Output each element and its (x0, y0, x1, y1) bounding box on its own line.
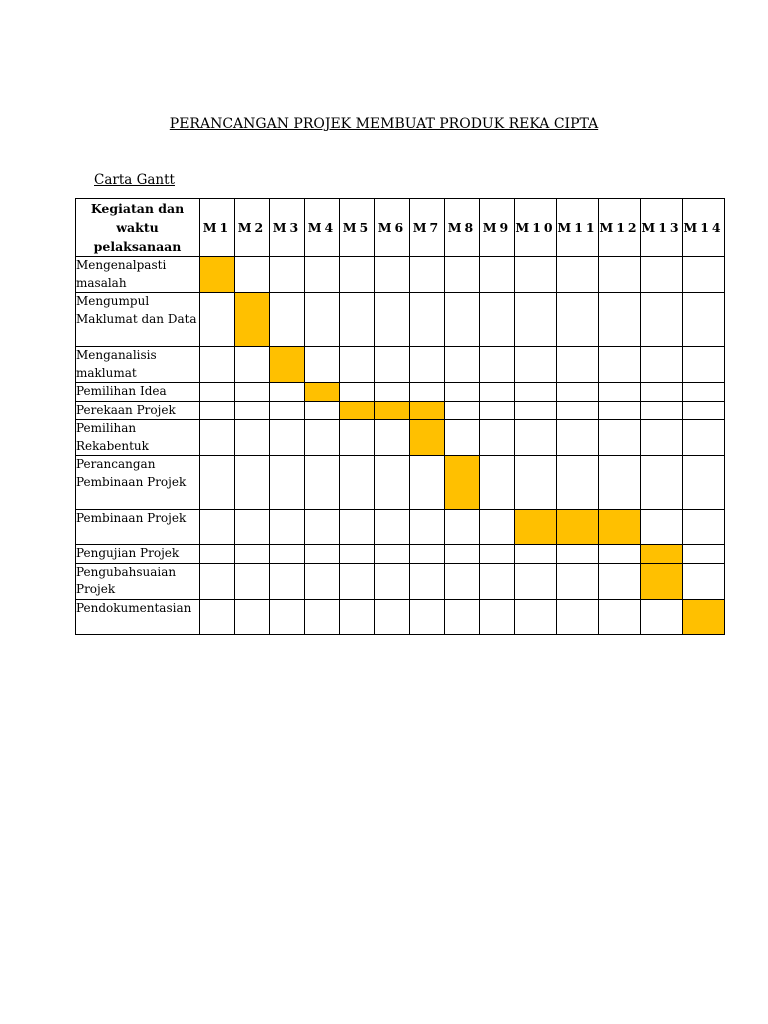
gantt-cell (305, 420, 340, 456)
gantt-cell (410, 456, 445, 510)
gantt-cell (557, 420, 599, 456)
gantt-cell (683, 420, 725, 456)
month-header: M8 (445, 199, 480, 257)
gantt-active-cell (410, 420, 445, 456)
gantt-cell (270, 456, 305, 510)
month-header: M7 (410, 199, 445, 257)
gantt-cell (480, 257, 515, 293)
gantt-cell (270, 563, 305, 599)
gantt-cell (410, 563, 445, 599)
gantt-cell (200, 401, 235, 420)
gantt-cell (375, 383, 410, 402)
gantt-cell (557, 456, 599, 510)
task-name-cell: Pengubahsuaian Projek (76, 563, 200, 599)
gantt-active-cell (557, 510, 599, 545)
gantt-active-cell (375, 401, 410, 420)
gantt-cell (200, 545, 235, 564)
gantt-cell (480, 599, 515, 634)
gantt-cell (641, 293, 683, 347)
task-name-cell: Menganalisis maklumat (76, 347, 200, 383)
gantt-cell (340, 293, 375, 347)
gantt-cell (599, 599, 641, 634)
table-row (76, 293, 725, 347)
month-header: M3 (270, 199, 305, 257)
gantt-cell (270, 293, 305, 347)
gantt-cell (340, 599, 375, 634)
gantt-cell (515, 456, 557, 510)
gantt-cell (305, 563, 340, 599)
gantt-cell (445, 420, 480, 456)
gantt-active-cell (410, 401, 445, 420)
table-row (76, 456, 725, 510)
gantt-cell (557, 347, 599, 383)
gantt-cell (445, 293, 480, 347)
table-row (76, 510, 725, 545)
task-column-header: Kegiatan dan waktu pelaksanaan (76, 199, 200, 257)
gantt-cell (641, 510, 683, 545)
gantt-cell (557, 257, 599, 293)
gantt-cell (375, 420, 410, 456)
gantt-active-cell (235, 293, 270, 347)
gantt-cell (235, 510, 270, 545)
gantt-cell (305, 347, 340, 383)
gantt-cell (480, 456, 515, 510)
gantt-cell (305, 293, 340, 347)
gantt-cell (235, 599, 270, 634)
gantt-cell (375, 456, 410, 510)
gantt-cell (410, 599, 445, 634)
gantt-cell (480, 563, 515, 599)
gantt-cell (235, 456, 270, 510)
gantt-cell (200, 347, 235, 383)
gantt-cell (235, 347, 270, 383)
gantt-cell (599, 383, 641, 402)
gantt-cell (305, 599, 340, 634)
gantt-cell (480, 383, 515, 402)
gantt-cell (641, 347, 683, 383)
month-header: M10 (515, 199, 557, 257)
gantt-active-cell (340, 401, 375, 420)
gantt-cell (235, 383, 270, 402)
gantt-cell (375, 510, 410, 545)
task-name-cell: Pembinaan Projek (76, 510, 200, 545)
gantt-cell (270, 401, 305, 420)
gantt-cell (270, 510, 305, 545)
gantt-cell (641, 401, 683, 420)
gantt-body (76, 257, 725, 635)
gantt-active-cell (515, 510, 557, 545)
gantt-cell (599, 545, 641, 564)
gantt-cell (480, 510, 515, 545)
gantt-cell (235, 420, 270, 456)
gantt-cell (515, 257, 557, 293)
gantt-cell (410, 383, 445, 402)
gantt-cell (480, 347, 515, 383)
task-name-cell: Pemilihan Rekabentuk (76, 420, 200, 456)
month-header: M9 (480, 199, 515, 257)
gantt-active-cell (641, 563, 683, 599)
gantt-cell (410, 293, 445, 347)
gantt-cell (375, 563, 410, 599)
gantt-cell (515, 599, 557, 634)
gantt-cell (683, 257, 725, 293)
gantt-cell (683, 510, 725, 545)
gantt-cell (305, 257, 340, 293)
gantt-cell (599, 293, 641, 347)
table-row (76, 401, 725, 420)
gantt-cell (599, 257, 641, 293)
gantt-cell (557, 545, 599, 564)
month-header: M1 (200, 199, 235, 257)
task-name-cell: Mengenalpasti masalah (76, 257, 200, 293)
gantt-cell (235, 563, 270, 599)
section-title: Carta Gantt (94, 172, 175, 188)
gantt-cell (445, 383, 480, 402)
gantt-cell (515, 545, 557, 564)
gantt-cell (200, 420, 235, 456)
gantt-cell (445, 510, 480, 545)
gantt-cell (641, 383, 683, 402)
gantt-cell (410, 347, 445, 383)
gantt-cell (375, 257, 410, 293)
gantt-active-cell (599, 510, 641, 545)
gantt-cell (515, 347, 557, 383)
gantt-cell (480, 420, 515, 456)
gantt-cell (235, 545, 270, 564)
task-name-cell: Perekaan Projek (76, 401, 200, 420)
gantt-cell (683, 293, 725, 347)
gantt-cell (480, 401, 515, 420)
gantt-cell (445, 347, 480, 383)
task-name-cell: Pendokumentasian (76, 599, 200, 634)
gantt-active-cell (305, 383, 340, 402)
table-row (76, 563, 725, 599)
gantt-cell (235, 257, 270, 293)
gantt-cell (599, 456, 641, 510)
gantt-cell (340, 420, 375, 456)
gantt-cell (445, 545, 480, 564)
gantt-cell (515, 563, 557, 599)
table-row (76, 545, 725, 564)
gantt-cell (305, 401, 340, 420)
gantt-cell (340, 347, 375, 383)
gantt-cell (641, 257, 683, 293)
gantt-active-cell (270, 347, 305, 383)
gantt-cell (599, 563, 641, 599)
table-row (76, 599, 725, 634)
gantt-cell (270, 257, 305, 293)
month-header: M11 (557, 199, 599, 257)
table-row (76, 347, 725, 383)
gantt-cell (200, 456, 235, 510)
month-header: M14 (683, 199, 725, 257)
gantt-cell (235, 401, 270, 420)
gantt-cell (410, 510, 445, 545)
month-header: M2 (235, 199, 270, 257)
table-row (76, 257, 725, 293)
gantt-cell (599, 401, 641, 420)
gantt-cell (641, 420, 683, 456)
gantt-cell (200, 383, 235, 402)
gantt-cell (340, 510, 375, 545)
task-name-cell: Mengumpul Maklumat dan Data (76, 293, 200, 347)
task-name-cell: Pengujian Projek (76, 545, 200, 564)
gantt-cell (375, 599, 410, 634)
gantt-cell (557, 293, 599, 347)
gantt-cell (340, 563, 375, 599)
gantt-cell (270, 545, 305, 564)
gantt-cell (340, 383, 375, 402)
gantt-cell (375, 545, 410, 564)
gantt-cell (305, 545, 340, 564)
gantt-cell (515, 383, 557, 402)
gantt-table (75, 198, 725, 635)
month-header: M13 (641, 199, 683, 257)
gantt-cell (683, 545, 725, 564)
gantt-cell (557, 563, 599, 599)
gantt-cell (270, 599, 305, 634)
gantt-cell (200, 293, 235, 347)
month-header: M12 (599, 199, 641, 257)
gantt-cell (305, 456, 340, 510)
gantt-cell (200, 563, 235, 599)
gantt-cell (557, 383, 599, 402)
gantt-cell (270, 383, 305, 402)
month-header: M4 (305, 199, 340, 257)
gantt-cell (445, 563, 480, 599)
gantt-cell (410, 257, 445, 293)
gantt-cell (683, 563, 725, 599)
gantt-cell (200, 510, 235, 545)
gantt-cell (557, 401, 599, 420)
gantt-cell (480, 293, 515, 347)
gantt-cell (599, 420, 641, 456)
gantt-cell (270, 420, 305, 456)
gantt-cell (683, 401, 725, 420)
gantt-active-cell (683, 599, 725, 634)
gantt-cell (683, 347, 725, 383)
gantt-cell (445, 401, 480, 420)
gantt-cell (480, 545, 515, 564)
gantt-cell (683, 456, 725, 510)
gantt-cell (200, 599, 235, 634)
gantt-active-cell (200, 257, 235, 293)
task-name-cell: Pemilihan Idea (76, 383, 200, 402)
gantt-cell (445, 599, 480, 634)
gantt-cell (599, 347, 641, 383)
month-header: M5 (340, 199, 375, 257)
gantt-cell (515, 293, 557, 347)
gantt-active-cell (445, 456, 480, 510)
gantt-cell (641, 456, 683, 510)
gantt-cell (305, 510, 340, 545)
gantt-active-cell (641, 545, 683, 564)
task-name-cell: Perancangan Pembinaan Projek (76, 456, 200, 510)
gantt-cell (683, 383, 725, 402)
table-row (76, 420, 725, 456)
table-row (76, 383, 725, 402)
gantt-cell (445, 257, 480, 293)
gantt-cell (340, 545, 375, 564)
document-title: PERANCANGAN PROJEK MEMBUAT PRODUK REKA CIPTA (169, 116, 599, 132)
gantt-cell (557, 599, 599, 634)
month-header: M6 (375, 199, 410, 257)
gantt-cell (515, 420, 557, 456)
gantt-cell (641, 599, 683, 634)
gantt-header-row (76, 199, 725, 257)
gantt-cell (410, 545, 445, 564)
gantt-cell (375, 293, 410, 347)
gantt-cell (515, 401, 557, 420)
gantt-cell (340, 257, 375, 293)
gantt-cell (375, 347, 410, 383)
gantt-cell (340, 456, 375, 510)
